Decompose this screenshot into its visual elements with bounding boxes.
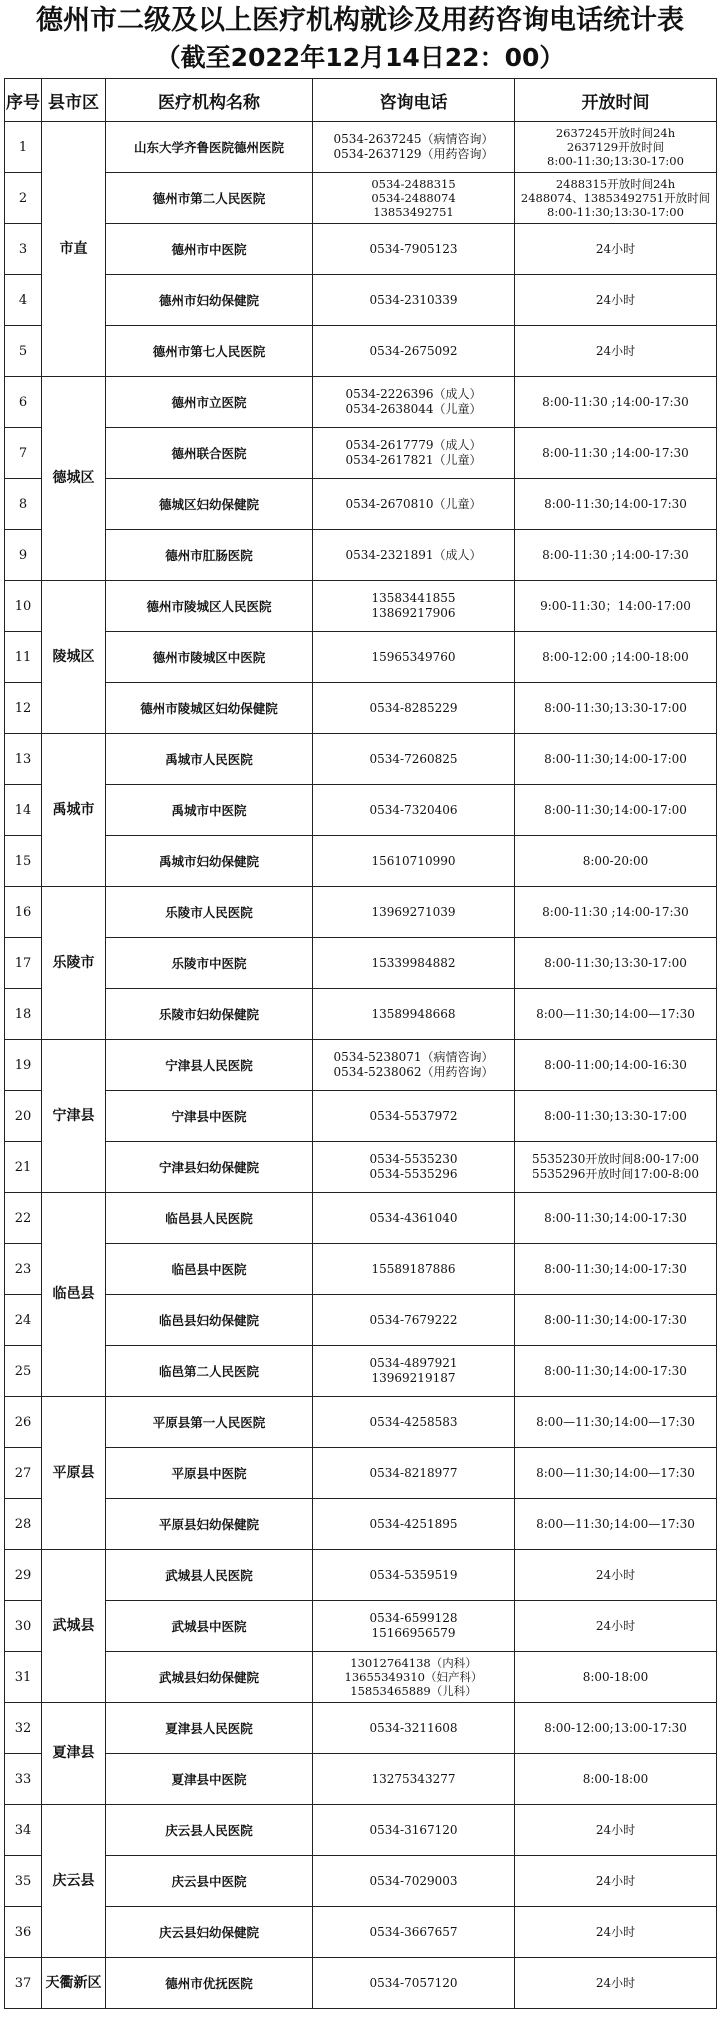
hours-line: 24小时 xyxy=(595,1873,636,1888)
header-index: 序号 xyxy=(5,79,42,122)
phone-cell xyxy=(313,1397,515,1448)
phone-number: 0534-7679222 xyxy=(369,1312,458,1327)
phone-number: 0534-2670810（儿童） xyxy=(345,496,482,511)
hospital-name-cell: 乐陵市中医院 xyxy=(106,938,313,989)
phone-cell xyxy=(313,173,515,224)
table-row xyxy=(5,887,717,938)
table-row xyxy=(5,1499,717,1550)
hours-cell xyxy=(515,1652,717,1703)
phone-cell xyxy=(313,683,515,734)
phone-number: 13012764138（内科） xyxy=(350,1656,477,1670)
phone-cell xyxy=(313,1193,515,1244)
header-phone: 咨询电话 xyxy=(313,79,515,122)
table-row xyxy=(5,275,717,326)
phone-cell xyxy=(313,632,515,683)
phone-cell xyxy=(313,1091,515,1142)
row-number: 7 xyxy=(5,428,42,479)
row-number: 4 xyxy=(5,275,42,326)
phone-cell xyxy=(313,1754,515,1805)
hours-cell xyxy=(515,428,717,479)
phone-number: 0534-4251895 xyxy=(369,1516,458,1531)
hours-line: 24小时 xyxy=(595,241,636,256)
hours-cell xyxy=(515,1193,717,1244)
table-row xyxy=(5,479,717,530)
hospital-name-cell: 德州市陵城区妇幼保健院 xyxy=(106,683,313,734)
hours-line: 8:00-11:30;14:00-17:30 xyxy=(544,1261,687,1276)
district-cell: 临邑县 xyxy=(42,1193,106,1397)
hours-cell xyxy=(515,173,717,224)
table-row xyxy=(5,1805,717,1856)
table-row xyxy=(5,683,717,734)
phone-number: 0534-2488074 xyxy=(371,191,456,205)
hospital-name-cell: 武城县妇幼保健院 xyxy=(106,1652,313,1703)
hours-cell xyxy=(515,1040,717,1091)
hours-cell xyxy=(515,275,717,326)
phone-number: 0534-2488315 xyxy=(371,177,456,191)
row-number: 12 xyxy=(5,683,42,734)
hours-cell xyxy=(515,1346,717,1397)
phone-number: 15965349760 xyxy=(371,649,456,664)
phone-number: 13655349310（妇产科） xyxy=(344,1670,483,1684)
hospital-name-cell: 乐陵市妇幼保健院 xyxy=(106,989,313,1040)
district-cell: 市直 xyxy=(42,122,106,377)
phone-cell xyxy=(313,938,515,989)
hospital-name-cell: 禹城市人民医院 xyxy=(106,734,313,785)
hours-cell xyxy=(515,1958,717,2009)
hours-cell xyxy=(515,683,717,734)
table-row xyxy=(5,1040,717,1091)
phone-cell xyxy=(313,581,515,632)
table-row xyxy=(5,1295,717,1346)
row-number: 9 xyxy=(5,530,42,581)
phone-cell xyxy=(313,1244,515,1295)
hours-cell xyxy=(515,1754,717,1805)
hours-cell xyxy=(515,1091,717,1142)
table-row xyxy=(5,836,717,887)
hospital-name-cell: 临邑县中医院 xyxy=(106,1244,313,1295)
hours-cell xyxy=(515,1805,717,1856)
hospital-name-cell: 德州市肛肠医院 xyxy=(106,530,313,581)
phone-cell xyxy=(313,785,515,836)
hours-cell xyxy=(515,1295,717,1346)
row-number: 11 xyxy=(5,632,42,683)
row-number: 26 xyxy=(5,1397,42,1448)
hours-cell xyxy=(515,785,717,836)
table-body xyxy=(5,122,717,2009)
phone-cell xyxy=(313,224,515,275)
hours-line: 8:00-11:30;14:00-17:00 xyxy=(544,751,687,766)
hours-line: 8:00—11:30;14:00—17:30 xyxy=(536,1006,695,1021)
table-row xyxy=(5,173,717,224)
hospital-name-cell: 乐陵市人民医院 xyxy=(106,887,313,938)
hours-line: 8:00-11:30;14:00-17:30 xyxy=(544,1210,687,1225)
hours-line: 8:00-11:30;13:30-17:00 xyxy=(544,700,687,715)
hospital-name-cell: 庆云县妇幼保健院 xyxy=(106,1907,313,1958)
hours-line: 24小时 xyxy=(595,1924,636,1939)
table-row xyxy=(5,530,717,581)
hours-cell xyxy=(515,836,717,887)
phone-number: 13275343277 xyxy=(371,1771,456,1786)
phone-cell xyxy=(313,275,515,326)
hospital-name-cell: 德城区妇幼保健院 xyxy=(106,479,313,530)
hours-line: 8:00-11:30;13:30-17:00 xyxy=(547,205,684,219)
hospital-name-cell: 武城县人民医院 xyxy=(106,1550,313,1601)
hours-line: 2637245开放时间24h xyxy=(555,126,676,140)
table-row xyxy=(5,428,717,479)
phone-number: 0534-2321891（成人） xyxy=(345,547,482,562)
page-title: 德州市二级及以上医疗机构就诊及用药咨询电话统计表 xyxy=(36,5,684,36)
hours-line: 24小时 xyxy=(595,1975,636,1990)
header-district: 县市区 xyxy=(42,79,106,122)
hospital-name-cell: 德州联合医院 xyxy=(106,428,313,479)
phone-cell xyxy=(313,1805,515,1856)
phone-number: 0534-3167120 xyxy=(369,1822,458,1837)
row-number: 8 xyxy=(5,479,42,530)
title-block xyxy=(0,0,720,78)
row-number: 10 xyxy=(5,581,42,632)
phone-number: 0534-5535230 xyxy=(369,1152,458,1166)
hospital-name-cell: 禹城市妇幼保健院 xyxy=(106,836,313,887)
hospital-name-cell: 宁津县中医院 xyxy=(106,1091,313,1142)
row-number: 29 xyxy=(5,1550,42,1601)
hours-line: 5535296开放时间17:00-8:00 xyxy=(531,1167,700,1181)
hospital-name-cell: 平原县妇幼保健院 xyxy=(106,1499,313,1550)
phone-cell xyxy=(313,989,515,1040)
hours-cell xyxy=(515,1550,717,1601)
row-number: 36 xyxy=(5,1907,42,1958)
table-row xyxy=(5,734,717,785)
hours-cell xyxy=(515,377,717,428)
hours-line: 24小时 xyxy=(595,343,636,358)
phone-number: 0534-2226396（成人） xyxy=(345,387,482,401)
hours-cell xyxy=(515,479,717,530)
hours-cell xyxy=(515,1601,717,1652)
row-number: 21 xyxy=(5,1142,42,1193)
table-row xyxy=(5,1856,717,1907)
row-number: 35 xyxy=(5,1856,42,1907)
phone-number: 0534-3667657 xyxy=(369,1924,458,1939)
table-row xyxy=(5,377,717,428)
phone-number: 0534-8285229 xyxy=(369,700,458,715)
phone-number: 0534-8218977 xyxy=(369,1465,458,1480)
row-number: 18 xyxy=(5,989,42,1040)
row-number: 14 xyxy=(5,785,42,836)
table-row xyxy=(5,785,717,836)
hours-line: 8:00-20:00 xyxy=(582,853,649,868)
hours-cell xyxy=(515,530,717,581)
phone-number: 0534-4361040 xyxy=(369,1210,458,1225)
hospital-name-cell: 庆云县人民医院 xyxy=(106,1805,313,1856)
hours-line: 8:00-18:00 xyxy=(582,1771,649,1786)
phone-number: 0534-2675092 xyxy=(369,343,458,358)
hours-line: 2488074、13853492751开放时间 xyxy=(520,191,711,205)
district-cell: 乐陵市 xyxy=(42,887,106,1040)
phone-number: 13869217906 xyxy=(371,606,456,620)
hours-line: 8:00-18:00 xyxy=(582,1669,649,1684)
hours-line: 8:00-11:30 ;14:00-17:30 xyxy=(542,904,689,919)
table-row xyxy=(5,326,717,377)
hours-cell xyxy=(515,326,717,377)
phone-number: 0534-4897921 xyxy=(369,1356,458,1370)
hours-line: 8:00-11:00;14:00-16:30 xyxy=(544,1057,687,1072)
phone-number: 0534-7320406 xyxy=(369,802,458,817)
row-number: 3 xyxy=(5,224,42,275)
table-row xyxy=(5,1754,717,1805)
phone-cell xyxy=(313,836,515,887)
phone-cell xyxy=(313,1652,515,1703)
table-row xyxy=(5,1346,717,1397)
hours-line: 8:00-11:30;13:30-17:00 xyxy=(544,1108,687,1123)
table-row xyxy=(5,1550,717,1601)
phone-number: 0534-2637129（用药咨询） xyxy=(333,147,494,161)
table-row xyxy=(5,1652,717,1703)
hours-cell xyxy=(515,632,717,683)
phone-number: 0534-6599128 xyxy=(369,1611,458,1625)
hours-cell xyxy=(515,1397,717,1448)
table-row xyxy=(5,1958,717,2009)
row-number: 1 xyxy=(5,122,42,173)
hospital-name-cell: 德州市陵城区人民医院 xyxy=(106,581,313,632)
table-row xyxy=(5,1091,717,1142)
hours-line: 8:00—11:30;14:00—17:30 xyxy=(536,1465,695,1480)
hospital-name-cell: 武城县中医院 xyxy=(106,1601,313,1652)
hours-line: 8:00-11:30;14:00-17:30 xyxy=(544,1312,687,1327)
hours-line: 8:00-11:30;14:00-17:30 xyxy=(544,496,687,511)
phone-cell xyxy=(313,1958,515,2009)
hours-line: 8:00—11:30;14:00—17:30 xyxy=(536,1516,695,1531)
hospital-name-cell: 德州市陵城区中医院 xyxy=(106,632,313,683)
phone-number: 0534-7057120 xyxy=(369,1975,458,1990)
table-row xyxy=(5,989,717,1040)
table-row xyxy=(5,1244,717,1295)
district-cell: 德城区 xyxy=(42,377,106,581)
hospital-name-cell: 德州市第七人民医院 xyxy=(106,326,313,377)
hours-cell xyxy=(515,1907,717,1958)
phone-cell xyxy=(313,1142,515,1193)
hospital-name-cell: 临邑第二人民医院 xyxy=(106,1346,313,1397)
phone-number: 0534-7260825 xyxy=(369,751,458,766)
table-row xyxy=(5,224,717,275)
row-number: 32 xyxy=(5,1703,42,1754)
table-row xyxy=(5,1703,717,1754)
hospital-name-cell: 宁津县人民医院 xyxy=(106,1040,313,1091)
table-row xyxy=(5,1193,717,1244)
district-cell: 天衢新区 xyxy=(42,1958,106,2009)
phone-cell xyxy=(313,1703,515,1754)
hours-line: 8:00-11:30;13:30-17:00 xyxy=(547,154,684,168)
hours-line: 8:00-12:00 ;14:00-18:00 xyxy=(542,649,689,664)
header-hospital-name: 医疗机构名称 xyxy=(106,79,313,122)
hospital-name-cell: 夏津县人民医院 xyxy=(106,1703,313,1754)
row-number: 31 xyxy=(5,1652,42,1703)
hours-cell xyxy=(515,1703,717,1754)
hours-line: 8:00-11:30;13:30-17:00 xyxy=(544,955,687,970)
hours-line: 8:00-11:30;14:00-17:30 xyxy=(544,1363,687,1378)
hospital-name-cell: 德州市优抚医院 xyxy=(106,1958,313,2009)
phone-cell xyxy=(313,530,515,581)
district-cell: 夏津县 xyxy=(42,1703,106,1805)
hours-line: 5535230开放时间8:00-17:00 xyxy=(531,1152,700,1166)
row-number: 20 xyxy=(5,1091,42,1142)
district-cell: 禹城市 xyxy=(42,734,106,887)
phone-cell xyxy=(313,122,515,173)
row-number: 30 xyxy=(5,1601,42,1652)
header-hours: 开放时间 xyxy=(515,79,717,122)
hospital-name-cell: 德州市妇幼保健院 xyxy=(106,275,313,326)
district-cell: 平原县 xyxy=(42,1397,106,1550)
hours-line: 8:00-11:30 ;14:00-17:30 xyxy=(542,394,689,409)
table-row xyxy=(5,122,717,173)
phone-number: 0534-5359519 xyxy=(369,1567,458,1582)
district-cell: 宁津县 xyxy=(42,1040,106,1193)
phone-number: 13589948668 xyxy=(371,1006,456,1021)
hours-line: 8:00-11:30 ;14:00-17:30 xyxy=(542,547,689,562)
hospital-name-cell: 德州市中医院 xyxy=(106,224,313,275)
phone-cell xyxy=(313,1601,515,1652)
phone-cell xyxy=(313,377,515,428)
row-number: 28 xyxy=(5,1499,42,1550)
phone-cell xyxy=(313,1550,515,1601)
phone-cell xyxy=(313,1346,515,1397)
phone-number: 15610710990 xyxy=(371,853,456,868)
phone-cell xyxy=(313,1856,515,1907)
hours-line: 9:00-11:30；14:00-17:00 xyxy=(540,598,691,613)
hours-cell xyxy=(515,581,717,632)
row-number: 2 xyxy=(5,173,42,224)
row-number: 34 xyxy=(5,1805,42,1856)
hours-cell xyxy=(515,1448,717,1499)
phone-number: 0534-2310339 xyxy=(369,292,458,307)
hospital-name-cell: 夏津县中医院 xyxy=(106,1754,313,1805)
hours-cell xyxy=(515,734,717,785)
hours-line: 24小时 xyxy=(595,1618,636,1633)
phone-number: 15166956579 xyxy=(371,1626,456,1640)
hospital-table xyxy=(4,78,717,2009)
phone-cell xyxy=(313,1040,515,1091)
row-number: 6 xyxy=(5,377,42,428)
row-number: 22 xyxy=(5,1193,42,1244)
hours-line: 24小时 xyxy=(595,1567,636,1582)
row-number: 23 xyxy=(5,1244,42,1295)
phone-number: 0534-3211608 xyxy=(369,1720,458,1735)
hospital-name-cell: 宁津县妇幼保健院 xyxy=(106,1142,313,1193)
table-row xyxy=(5,1601,717,1652)
row-number: 25 xyxy=(5,1346,42,1397)
hospital-name-cell: 德州市立医院 xyxy=(106,377,313,428)
hours-cell xyxy=(515,1499,717,1550)
hours-line: 8:00-11:30 ;14:00-17:30 xyxy=(542,445,689,460)
phone-number: 0534-5535296 xyxy=(369,1167,458,1181)
table-row xyxy=(5,938,717,989)
phone-number: 15853465889（儿科） xyxy=(350,1684,477,1698)
phone-number: 0534-5238071（病情咨询） xyxy=(333,1050,494,1064)
district-cell: 武城县 xyxy=(42,1550,106,1703)
row-number: 19 xyxy=(5,1040,42,1091)
district-cell: 庆云县 xyxy=(42,1805,106,1958)
table-row xyxy=(5,1907,717,1958)
hours-line: 24小时 xyxy=(595,292,636,307)
phone-number: 0534-5238062（用药咨询） xyxy=(333,1065,494,1079)
district-cell: 陵城区 xyxy=(42,581,106,734)
phone-number: 0534-5537972 xyxy=(369,1108,458,1123)
hours-cell xyxy=(515,989,717,1040)
hours-line: 2637129开放时间 xyxy=(566,140,665,154)
header-row xyxy=(5,79,717,122)
phone-cell xyxy=(313,428,515,479)
table-row xyxy=(5,1397,717,1448)
row-number: 17 xyxy=(5,938,42,989)
phone-number: 13853492751 xyxy=(373,205,454,219)
row-number: 15 xyxy=(5,836,42,887)
phone-number: 0534-4258583 xyxy=(369,1414,458,1429)
hours-cell xyxy=(515,122,717,173)
phone-cell xyxy=(313,326,515,377)
phone-cell xyxy=(313,1448,515,1499)
phone-number: 0534-7905123 xyxy=(369,241,458,256)
phone-number: 0534-2617779（成人） xyxy=(345,438,482,452)
table-row xyxy=(5,1448,717,1499)
hours-cell xyxy=(515,1856,717,1907)
row-number: 5 xyxy=(5,326,42,377)
phone-cell xyxy=(313,887,515,938)
hours-cell xyxy=(515,938,717,989)
phone-number: 0534-7029003 xyxy=(369,1873,458,1888)
hospital-name-cell: 禹城市中医院 xyxy=(106,785,313,836)
hours-cell xyxy=(515,224,717,275)
hours-cell xyxy=(515,887,717,938)
phone-cell xyxy=(313,734,515,785)
table-row xyxy=(5,1142,717,1193)
phone-cell xyxy=(313,1295,515,1346)
row-number: 13 xyxy=(5,734,42,785)
phone-cell xyxy=(313,1499,515,1550)
phone-number: 13969271039 xyxy=(371,904,456,919)
phone-number: 13969219187 xyxy=(371,1371,456,1385)
hours-line: 8:00-12:00;13:00-17:30 xyxy=(544,1720,687,1735)
hospital-name-cell: 山东大学齐鲁医院德州医院 xyxy=(106,122,313,173)
row-number: 16 xyxy=(5,887,42,938)
hospital-name-cell: 平原县中医院 xyxy=(106,1448,313,1499)
phone-cell xyxy=(313,479,515,530)
phone-number: 0534-2638044（儿童） xyxy=(345,402,482,416)
row-number: 24 xyxy=(5,1295,42,1346)
phone-cell xyxy=(313,1907,515,1958)
hospital-name-cell: 临邑县人民医院 xyxy=(106,1193,313,1244)
hours-cell xyxy=(515,1142,717,1193)
phone-number: 13583441855 xyxy=(371,591,456,605)
page-subtitle: （截至2022年12月14日22：00） xyxy=(155,43,565,72)
hospital-name-cell: 庆云县中医院 xyxy=(106,1856,313,1907)
hospital-name-cell: 平原县第一人民医院 xyxy=(106,1397,313,1448)
row-number: 33 xyxy=(5,1754,42,1805)
hours-line: 2488315开放时间24h xyxy=(555,177,676,191)
table-row xyxy=(5,632,717,683)
table-row xyxy=(5,581,717,632)
phone-number: 0534-2637245（病情咨询） xyxy=(333,132,494,146)
row-number: 27 xyxy=(5,1448,42,1499)
row-number: 37 xyxy=(5,1958,42,2009)
hospital-name-cell: 临邑县妇幼保健院 xyxy=(106,1295,313,1346)
phone-number: 15339984882 xyxy=(371,955,456,970)
hours-line: 8:00-11:30;14:00-17:00 xyxy=(544,802,687,817)
hours-line: 24小时 xyxy=(595,1822,636,1837)
hours-line: 8:00—11:30;14:00—17:30 xyxy=(536,1414,695,1429)
hospital-name-cell: 德州市第二人民医院 xyxy=(106,173,313,224)
phone-number: 0534-2617821（儿童） xyxy=(345,453,482,467)
hours-cell xyxy=(515,1244,717,1295)
phone-number: 15589187886 xyxy=(371,1261,456,1276)
